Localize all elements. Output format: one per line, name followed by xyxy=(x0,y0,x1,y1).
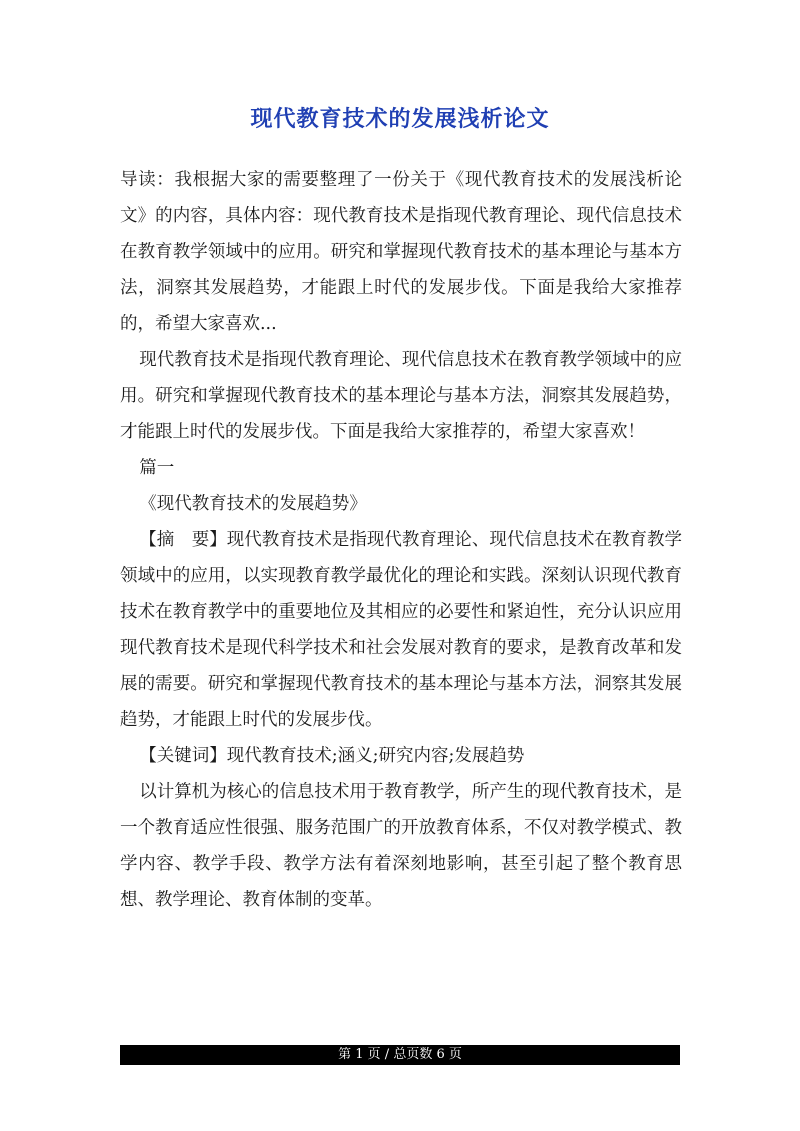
summary-paragraph: 现代教育技术是指现代教育理论、现代信息技术在教育教学领域中的应用。研究和掌握现代教育技术的基本理论与基本方法，洞察其发展趋势，才能跟上时代的发展步伐。下面是我给大家推荐的，希望大家喜欢！ xyxy=(120,350,682,442)
keywords-paragraph: 【关键词】现代教育技术;涵义;研究内容;发展趋势 xyxy=(139,746,525,766)
section-label: 篇一 xyxy=(139,458,175,478)
document-body xyxy=(120,162,682,918)
article-title: 《现代教育技术的发展趋势》 xyxy=(139,494,367,514)
intro-paragraph: 导读：我根据大家的需要整理了一份关于《现代教育技术的发展浅析论文》的内容，具体内容：现代教育技术是指现代教育理论、现代信息技术在教育教学领域中的应用。研究和掌握现代教育技术的基本理论与基本方法，洞察其发展趋势，才能跟上时代的发展步伐。下面是我给大家推荐的，希望大家喜欢... xyxy=(120,170,682,334)
body-paragraph: 以计算机为核心的信息技术用于教育教学，所产生的现代教育技术，是一个教育适应性很强、服务范围广的开放教育体系，不仅对教学模式、教学内容、教学手段、教学方法有着深刻地影响，甚至引起了整个教育思想、教学理论、教育体制的变革。 xyxy=(120,782,682,910)
abstract-paragraph: 【摘 要】现代教育技术是指现代教育理论、现代信息技术在教育教学领域中的应用，以实现教育教学最优化的理论和实践。深刻认识现代教育技术在教育教学中的重要地位及其相应的必要性和紧迫性，充分认识应用现代教育技术是现代科学技术和社会发展对教育的要求，是教育改革和发展的需要。研究和掌握现代教育技术的基本理论与基本方法，洞察其发展趋势，才能跟上时代的发展步伐。 xyxy=(120,530,682,730)
document-title: 现代教育技术的发展浅析论文 xyxy=(250,106,550,132)
page-footer: 第 1 页 / 总页数 6 页 xyxy=(120,1045,680,1065)
